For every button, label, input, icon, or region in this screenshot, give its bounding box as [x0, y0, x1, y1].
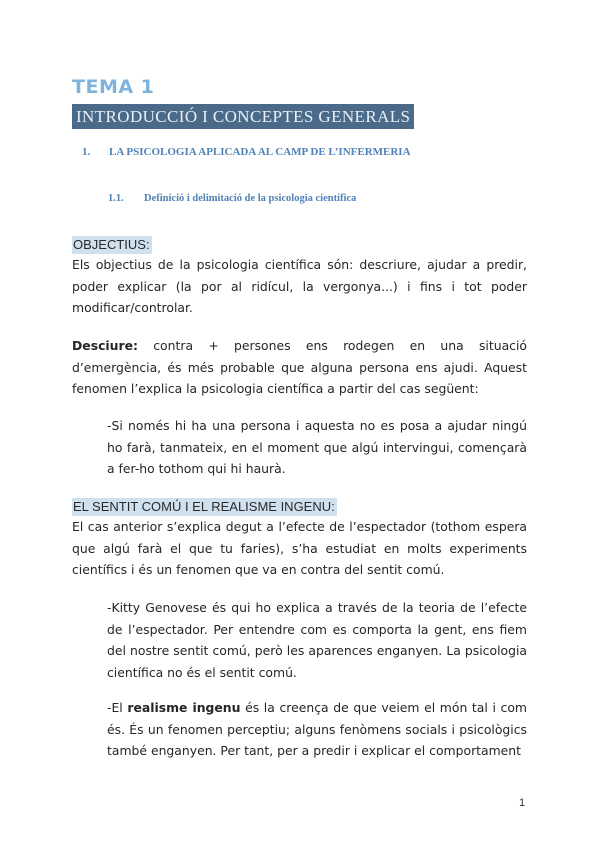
objectius-paragraph: Els objectius de la psicologia científica són: descriure, ajudar a predir, poder explicar (la por al ridícul, la vergonya...) i fins i tot poder modificar/controlar. [72, 257, 527, 315]
descriure-paragraph [72, 335, 527, 400]
subtitle-banner [72, 104, 414, 129]
sentit-comu-heading: EL SENTIT COMÚ I EL REALISME INGENU: [73, 499, 335, 514]
section-title: LA PSICOLOGIA APLICADA AL CAMP DE L’INFERMERIA [109, 146, 411, 158]
example-3-text: és la creença de que veiem el món tal i com és. És un fenomen perceptiu; alguns fenòmens socials i psicològics també enganyen. Per tant, per a predir i explicar el comportament [107, 700, 528, 758]
subsection-heading-1-1 [108, 193, 356, 204]
subsection-title: Definició i delimitació de la psicologia científica [144, 193, 357, 204]
descriure-term: Desciure: [72, 338, 138, 353]
example-3-prefix: -El [107, 700, 128, 715]
section-number: 1. [82, 146, 91, 158]
descriure-text: contra + persones ens rodegen en una situació d’emergència, és més probable que alguna persona ens ajudi. Aquest fenomen l’explica la psicologia científica a partir del cas següent: [72, 338, 527, 396]
tema-title: TEMA 1 [72, 76, 155, 98]
example-1-paragraph: -Si només hi ha una persona i aquesta no es posa a ajudar ningú ho farà, tanmateix, en el moment que algú intervingui, començarà a fer-ho tothom qui hi haurà. [107, 418, 527, 476]
objectius-heading: OBJECTIUS: [73, 237, 150, 252]
section-heading-1 [82, 146, 411, 158]
realisme-term: realisme ingenu [127, 700, 241, 715]
sentit-comu-paragraph: El cas anterior s’explica degut a l’efecte de l’espectador (tothom espera que algú farà el que tu faries), s’ha estudiat en molts experiments científics i és un fenomen que va en contra del sentit comú. [72, 519, 527, 577]
subsection-number: 1.1. [108, 193, 124, 204]
subtitle-text: INTRODUCCIÓ I CONCEPTES GENERALS [76, 106, 411, 126]
page-number: 1 [519, 797, 526, 809]
example-2-paragraph: -Kitty Genovese és qui ho explica a través de la teoria de l’efecte de l’espectador. Per entendre com es comporta la gent, ens fiem del nostre sentit comú, però les aparences enganyen. La psicologia científica no és el sentit comú. [107, 600, 527, 680]
example-3-paragraph [107, 697, 527, 762]
